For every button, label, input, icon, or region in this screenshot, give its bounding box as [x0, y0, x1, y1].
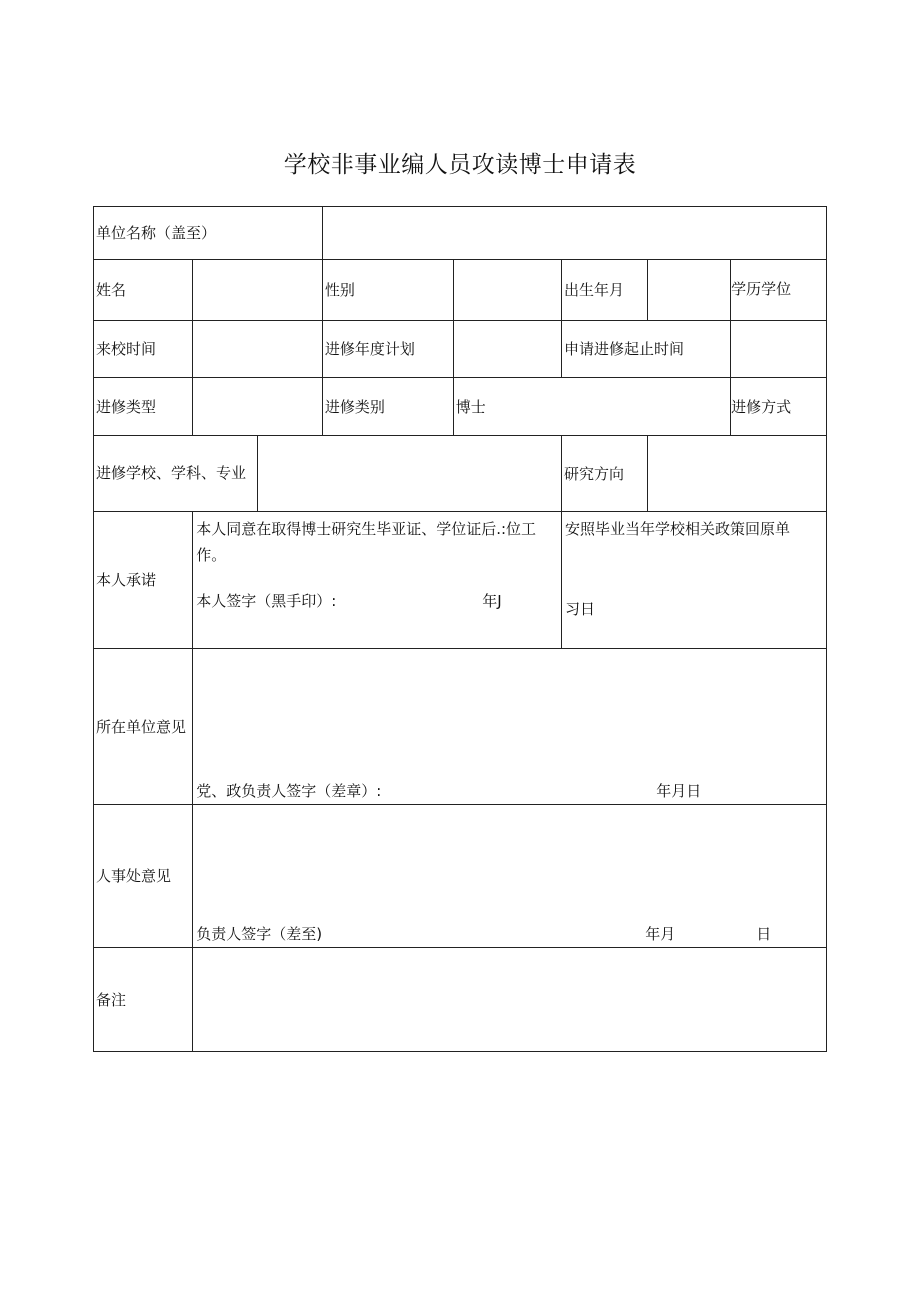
pledge-left-cell: [193, 512, 562, 649]
hr-signature-label: 负责人签字（差至): [196, 925, 323, 943]
period-field[interactable]: [731, 321, 827, 378]
gender-field[interactable]: [453, 260, 561, 321]
study-method-label-cell: [731, 378, 827, 436]
pledge-statement-a: 本人同意在取得博士研究生毕亚证、学位证后.:位工作。: [196, 520, 537, 564]
degree-label: 学历学位: [731, 280, 792, 298]
pledge-statement-b: 安照毕业当年学校相关政策回原单: [564, 520, 790, 538]
row-unit-name: [94, 207, 827, 260]
remarks-field[interactable]: [193, 948, 827, 1052]
row-remarks: [94, 948, 827, 1052]
row-arrival-plan: [94, 321, 827, 378]
unit-signature-label: 党、政负责人签字（差章）:: [196, 782, 382, 800]
study-category-value[interactable]: 博士: [453, 378, 730, 436]
row-school-research: [94, 436, 827, 512]
row-personal-info: [94, 260, 827, 321]
study-type-field[interactable]: [193, 378, 323, 436]
period-label: 申请进修起止时间: [561, 321, 730, 378]
birth-label: 出生年月: [561, 260, 647, 321]
row-study-type: [94, 378, 827, 436]
study-method-label: 进修方式: [731, 398, 792, 416]
row-hr-opinion: [94, 805, 827, 948]
pledge-year: 年J: [482, 592, 502, 610]
row-unit-opinion: [94, 649, 827, 805]
study-type-label: 进修类型: [94, 378, 193, 436]
school-subject-field[interactable]: [257, 436, 561, 512]
name-label: 姓名: [94, 260, 193, 321]
gender-label: 性别: [322, 260, 453, 321]
form-title: 学校非事业编人员攻读博士申请表: [283, 152, 637, 178]
annual-plan-field[interactable]: [453, 321, 561, 378]
hr-opinion-label: 人事处意见: [94, 805, 193, 948]
name-field[interactable]: [193, 260, 323, 321]
school-subject-label: 进修学校、学科、专业: [94, 436, 258, 512]
unit-name-label: 单位名称（盖至）: [94, 207, 323, 260]
pledge-label: 本人承诺: [94, 512, 193, 649]
pledge-date: 习日: [564, 600, 595, 618]
unit-opinion-field[interactable]: [193, 649, 827, 805]
unit-name-field[interactable]: [322, 207, 826, 260]
arrival-field[interactable]: [193, 321, 323, 378]
pledge-signature-label: 本人签字（黑手印）:: [196, 592, 337, 610]
hr-day: 日: [756, 925, 772, 943]
application-form-table: [93, 206, 827, 1052]
birth-field[interactable]: [647, 260, 730, 321]
row-pledge: [94, 512, 827, 649]
degree-label-cell: [731, 260, 827, 321]
unit-opinion-label: 所在单位意见: [94, 649, 193, 805]
remarks-label: 备注: [94, 948, 193, 1052]
hr-month: 年月: [645, 925, 676, 943]
pledge-right-cell: [561, 512, 826, 649]
arrival-label: 来校时间: [94, 321, 193, 378]
hr-opinion-field[interactable]: [193, 805, 827, 948]
unit-date: 年月日: [656, 782, 702, 800]
research-label: 研究方向: [561, 436, 647, 512]
study-category-label: 进修类别: [322, 378, 453, 436]
research-field[interactable]: [647, 436, 826, 512]
annual-plan-label: 进修年度计划: [322, 321, 453, 378]
